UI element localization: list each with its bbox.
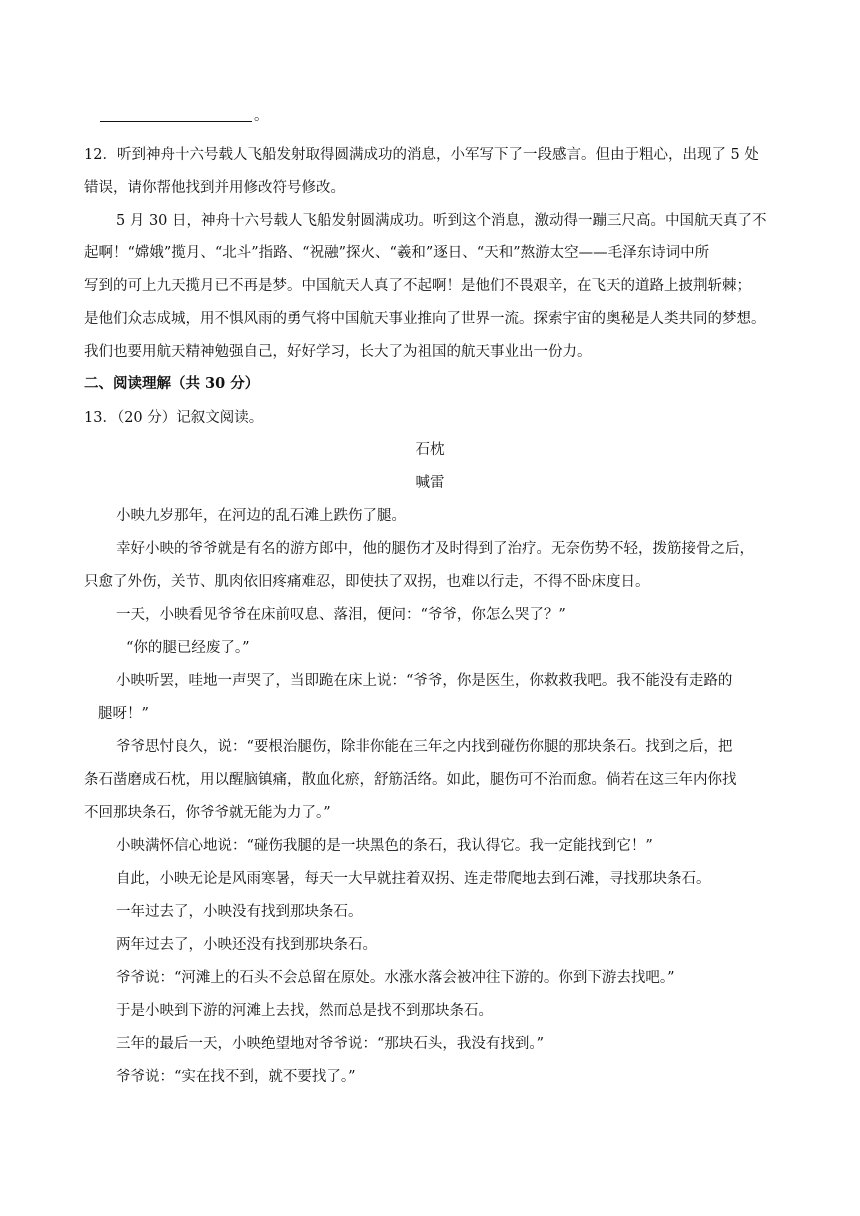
story-title: 石枕 [415,442,445,458]
q12-prompt-line-2: 错误，请你帮他找到并用修改符号修改。 [84,180,345,196]
story-author: 喊雷 [415,475,445,491]
q12-passage-line: 是他们众志成城，用不惧风雨的勇气将中国航天事业推向了世界一流。探索宇宙的奥秘是人类共同的梦想。 [84,311,766,327]
story-line: 只愈了外伤，关节、肌肉依旧疼痛难忍，即使扶了双拐，也难以行走，不得不卧床度日。 [84,574,650,590]
story-line: 自此，小映无论是风雨寒暑，每天一大早就拄着双拐、连走带爬地去到石滩，寻找那块条石。 [116,871,711,887]
story-line: 于是小映到下游的河滩上去找，然而总是找不到那块条石。 [116,1003,493,1019]
story-line: 小映九岁那年，在河边的乱石滩上跌伤了腿。 [116,508,406,524]
story-line: 不回那块条石，你爷爷就无能为力了。” [84,805,331,821]
story-line: 两年过去了，小映还没有找到那块条石。 [116,937,377,953]
q13-prompt: 13．（20 分）记叙文阅读。 [84,410,264,426]
q12-passage-line: 5 月 30 日，神舟十六号载人飞船发射圆满成功。听到这个消息，激动得一蹦三尺高。中国航天真了不 [116,213,767,229]
q12-passage-line: 写到的可上九天揽月已不再是梦。中国航天人真了不起啊！是他们不畏艰辛，在飞天的道路上披荆斩棘； [84,278,751,294]
story-line: 爷爷思忖良久，说：“要根治腿伤，除非你能在三年之内找到碰伤你腿的那块条石。找到之后，把 [116,739,733,755]
story-line: 小映满怀信心地说：“碰伤我腿的是一块黑色的条石，我认得它。我一定能找到它！” [116,838,653,854]
story-line: “你的腿已经废了。” [126,640,250,656]
story-line: 三年的最后一天，小映绝望地对爷爷说：“那块石头，我没有找到。” [116,1036,545,1052]
story-line: 腿呀！” [98,706,149,722]
story-line: 小映听罢，哇地一声哭了，当即跪在床上说：“爷爷，你是医生，你救救我吧。我不能没有走路的 [116,673,733,689]
story-line: 一天，小映看见爷爷在床前叹息、落泪，便问：“爷爷，你怎么哭了？” [116,607,566,623]
q12-passage-line: 我们也要用航天精神勉强自己，好好学习，长大了为祖国的航天事业出一份力。 [84,344,592,360]
section-heading-reading: 二、阅读理解（共 30 分） [84,375,260,392]
story-line: 一年过去了，小映没有找到那块条石。 [116,904,363,920]
story-line: 爷爷说：“河滩上的石头不会总留在原处。水涨水落会被冲往下游的。你到下游去找吧。” [116,970,675,986]
q12-prompt-line-1: 12．听到神舟十六号载人飞船发射取得圆满成功的消息，小军写下了一段感言。但由于粗心，出现了 5 处 [84,147,759,163]
q12-passage-line: 起啊！“嫦娥”揽月、“北斗”指路、“祝融”探火、“羲和”逐日、“天和”熬游太空——毛泽东诗词中所 [84,245,710,261]
story-line: 爷爷说：“实在找不到，就不要找了。” [116,1069,356,1085]
story-line: 条石凿磨成石枕，用以醒脑镇痛，散血化瘀，舒筋活络。如此，腿伤可不治而愈。倘若在这三年内你找 [84,772,737,788]
answer-blank-period: 。 [254,108,269,124]
answer-blank-line [100,121,252,122]
story-line: 幸好小映的爷爷就是有名的游方郎中，他的腿伤才及时得到了治疗。无奈伤势不轻，拨筋接骨之后， [116,541,754,557]
